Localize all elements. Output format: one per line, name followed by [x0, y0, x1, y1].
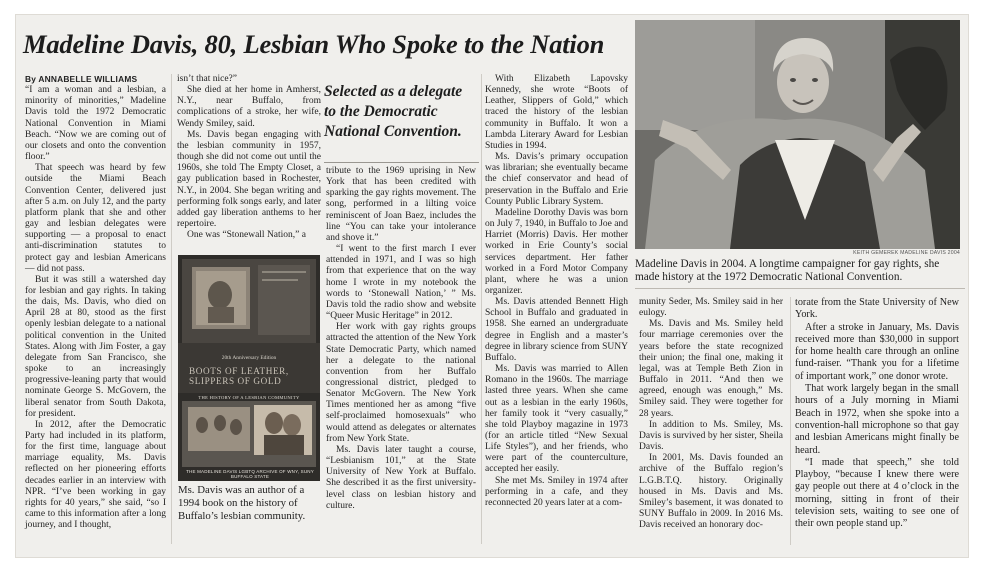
- paragraph: She met Ms. Smiley in 1974 after performing in a cafe, and they reconnected 20 years later at a com-: [485, 475, 628, 508]
- article-column-5: [639, 297, 783, 531]
- column-rule: [481, 74, 482, 544]
- book-cover-image: [178, 255, 320, 481]
- paragraph: “I went to the first march I ever attended in 1971, and I was so high from that experience that on the way home I wrote in my notebook the words to ‘Stonewall Nation,’ ” Ms. Davis told the radio show and website “Queer Music Heritage” in 2012.: [326, 244, 476, 322]
- book-banner: 20th Anniversary Edition: [221, 355, 277, 361]
- book-subtitle: THE HISTORY OF A LESBIAN COMMUNITY: [198, 395, 300, 400]
- paragraph: Madeline Dorothy Davis was born on July 7, 1940, in Buffalo to Joe and Harriet (Morris) Davis. Her mother worked in Erie County’s social services department. Her father worked in a Ford Motor Company plant, where he was a union organizer.: [485, 207, 628, 296]
- paragraph: One was “Stonewall Nation,” a: [187, 230, 306, 241]
- portrait-photo-art: [635, 20, 960, 249]
- paragraph: In 2012, after the Democratic Party had included in its platform, for the first time, language about marriage equality, Ms. Davis reflected on her pioneering efforts decades earlier in an interview with NPR. “I’ve been working in gay rights for 40 years,” she said, “so I came to this information after a long journey, and I thought,: [25, 419, 166, 531]
- paragraph: With Elizabeth Lapovsky Kennedy, she wrote “Boots of Leather, Slippers of Gold,” which traced the history of the lesbian community in Buffalo. It won a Lambda Literary Award for Lesbian Studies in 1994.: [485, 74, 628, 151]
- column-rule: [171, 74, 172, 544]
- paragraph: In addition to Ms. Smiley, Ms. Davis is survived by her sister, Sheila Davis.: [639, 419, 783, 453]
- paragraph: But it was still a watershed day for lesbian and gay rights. In taking the dais, Ms. Davis, who died on April 28 at 80, stood as the first openly lesbian delegate to a national political convention in the United States. Along with Jim Foster, a gay delegate from San Francisco, she spoke to an increasingly progressive-leaning party that would nominate George S. McGovern, the liberal senator from South Dakota, for president.: [25, 274, 166, 419]
- headline: Madeline Davis, 80, Lesbian Who Spoke to the Nation: [23, 29, 605, 59]
- byline: By ANNABELLE WILLIAMS: [25, 74, 138, 84]
- book-title: BOOTS OF LEATHER, SLIPPERS OF GOLD: [189, 366, 289, 386]
- paragraph: Her work with gay rights groups attracted the attention of the New York State Democratic Party, which named her a delegate to the national convention from her Buffalo congressional district, pledged to Senator McGovern. The New York Times mentioned her as among “five self-proclaimed homosexuals” who would attend as delegates or alternates from New York State.: [326, 322, 476, 444]
- article-column-2: [177, 74, 321, 241]
- article-column-6: [795, 297, 959, 531]
- newspaper-clipping: [15, 14, 969, 558]
- paragraph: That speech was heard by few outside the Miami Beach Convention Center, delivered just after 5 a.m. on July 12, and the party platform plank that she and other gay and lesbian delegates were supporting — a proposal to enact anti-discrimination statutes to protect gay and lesbian Americans — did not pass.: [25, 163, 166, 274]
- article-column-3: [326, 166, 476, 512]
- article-column-4: [485, 74, 628, 509]
- paragraph: “I am a woman and a lesbian, a minority of minorities,” Madeline Davis told the 1972 Democratic National Convention in Miami Beach. “Now we are coming out of our closets and onto the convention floor.”: [25, 85, 166, 163]
- paragraph: Ms. Davis later taught a course, “Lesbianism 101,” at the State University of New York at Buffalo. She described it as the first university-level class on lesbian history and culture.: [326, 444, 476, 511]
- paragraph: torate from the State University of New York.: [795, 297, 959, 321]
- pull-quote-rule: [324, 162, 479, 163]
- paragraph: Ms. Davis and Ms. Smiley held four marriage ceremonies over the years before the state recognized their union; the final one, making it legal, was at Temple Beth Zion in Buffalo in 2011. “And then we agreed, enough was enough,” Ms. Smiley said. They were together for 28 years.: [639, 319, 783, 419]
- caption-rule: [635, 288, 965, 289]
- paragraph: munity Seder, Ms. Smiley said in her eulogy.: [639, 297, 783, 319]
- paragraph: tribute to the 1969 uprising in New York that has been credited with sparking the gay rights movement. The song, performed in a lilting voice reminiscent of Joan Baez, includes the line “You can take your intolerance and shove it.”: [326, 166, 476, 243]
- paragraph: After a stroke in January, Ms. Davis received more than $30,000 in support for home health care through an online fund-raiser. “Thank you for a lifetime of important work,” one donor wrote.: [795, 321, 959, 382]
- paragraph: isn’t that nice?”: [177, 74, 237, 84]
- column-rule: [790, 297, 791, 545]
- paragraph: Ms. Davis attended Bennett High School in Buffalo and graduated in 1958. She earned an undergraduate degree in English and a master’s degree in library science from SUNY Buffalo.: [485, 297, 628, 363]
- book-photo-credit: THE MADELINE DAVIS LGBTQ ARCHIVE OF WNY, SUNY BUFFALO STATE: [186, 469, 314, 479]
- photo-credit: KEITH GEMEREK MADELINE DAVIS 2004: [853, 250, 960, 256]
- paragraph: Ms. Davis’s primary occupation was librarian; she eventually became the chief conservator and head of preservation in the Buffalo and Erie County Public Library System.: [485, 152, 628, 207]
- photo-caption: Madeline Davis in 2004. A longtime campaigner for gay rights, she made history at the 1972 Democratic National Convention.: [635, 258, 940, 283]
- paragraph: Ms. Davis began engaging with the lesbian community in 1957, though she did not come out until the 1960s, she told The Empty Closet, a gay publication based in Rochester, N.Y., in 2004. She began writing and performing folk songs early, and later added gay liberation anthems to her repertoire.: [177, 129, 321, 230]
- portrait-photo: [635, 20, 960, 249]
- pull-quote: Selected as a delegate to the Democratic National Convention.: [324, 83, 463, 140]
- paragraph: She died at her home in Amherst, N.Y., near Buffalo, from complications of a stroke, her wife, Wendy Smiley, said.: [177, 85, 321, 129]
- paragraph: Ms. Davis was married to Allen Romano in the 1960s. The marriage lasted three years. When she came out as a lesbian in the early 1960s, her family took it “very casually,” she told Playboy magazine in 1973 (for an article titled “New Sexual Life Styles”), and her friends, who were part of the counterculture, accepted her easily.: [485, 364, 628, 475]
- paragraph: “I made that speech,” she told Playboy, “because I knew there were gay people out there at 4 o’clock in the morning, sitting in front of their television sets, waiting to see one of their own people stand up.”: [795, 456, 959, 530]
- paragraph: In 2001, Ms. Davis founded an archive of the Buffalo region’s L.G.B.T.Q. history. Originally housed in Ms. Davis and Ms. Smiley’s basement, it was donated to SUNY Buffalo in 2009. In 2016 Ms. Davis received an honorary doc-: [639, 453, 783, 531]
- book-caption: Ms. Davis was an author of a 1994 book on the history of Buffalo’s lesbian community.: [178, 484, 306, 522]
- paragraph: That work largely began in the small hours of a July morning in Miami Beach in 1972, when she spoke into a convention-hall microphone so that gay and lesbian Americans might finally be heard.: [795, 383, 959, 456]
- article-column-1: [25, 74, 166, 531]
